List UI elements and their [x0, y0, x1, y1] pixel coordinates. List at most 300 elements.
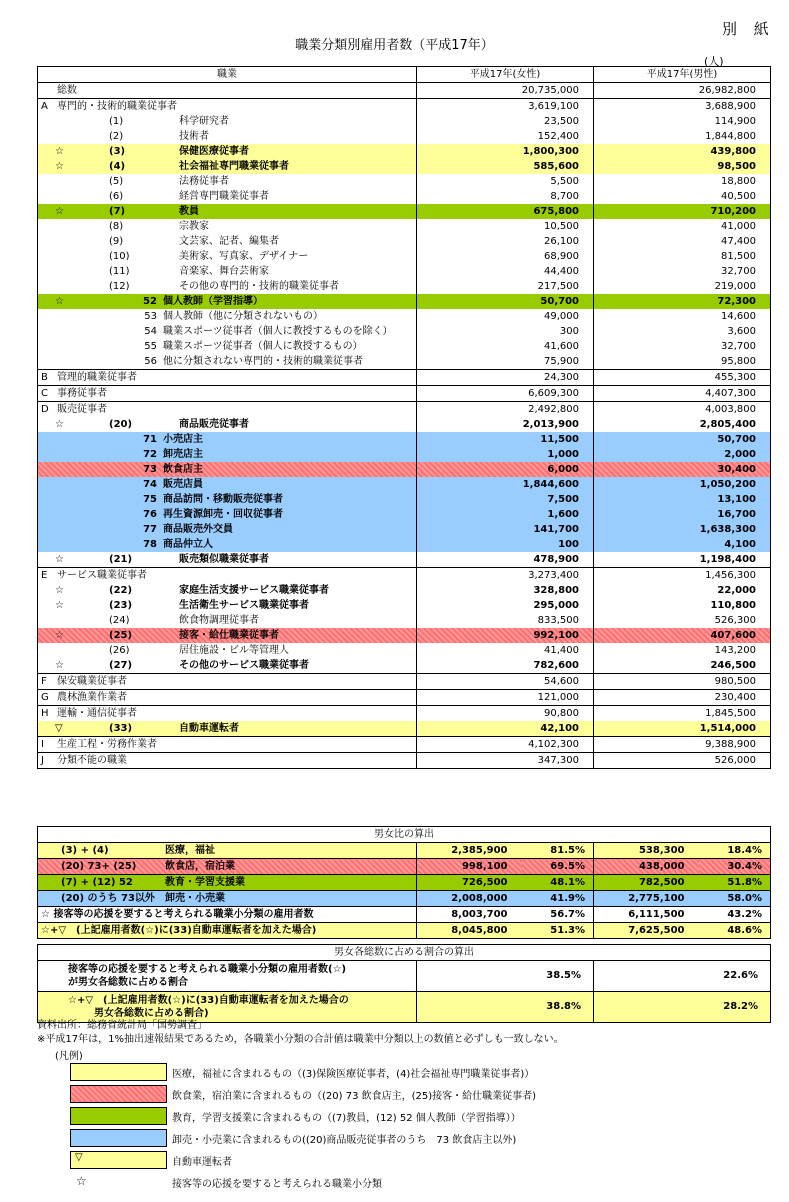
occupation-cell — [38, 658, 417, 674]
row-label: 職業スポーツ従事者（個人に教授するものを除く） — [163, 325, 393, 337]
occupation-cell — [38, 129, 417, 144]
female-value: 75,900 — [417, 354, 594, 370]
row-code: (21) — [109, 553, 133, 565]
row-label: サービス職業従事者 — [57, 569, 147, 581]
share-label-line2: 男女各総数に占める割合) — [94, 1008, 209, 1019]
occupation-cell — [38, 721, 417, 737]
male-value: 980,500 — [594, 674, 771, 690]
row-code: (9) — [109, 235, 124, 247]
female-value: 8,045,800 — [417, 923, 522, 939]
legend-swatch — [70, 1085, 167, 1103]
table-row — [38, 613, 771, 628]
table-row — [38, 628, 771, 643]
ratio-label-cell — [38, 859, 417, 875]
row-label: 生活衛生サービス職業従事者 — [179, 599, 309, 611]
female-value: 2,492,800 — [417, 402, 594, 418]
occupation-cell — [38, 354, 417, 370]
male-percent: 43.2% — [699, 907, 771, 923]
row-key: ☆ — [55, 160, 64, 172]
row-key: ☆ — [55, 599, 64, 611]
occupation-cell — [38, 402, 417, 418]
occupation-cell — [38, 432, 417, 447]
male-percent: 22.6% — [594, 961, 771, 992]
row-code: 55 — [144, 340, 157, 352]
row-code: 72 — [143, 448, 157, 460]
female-value: 1,800,300 — [417, 144, 594, 159]
row-code: (7) — [109, 205, 126, 217]
row-key: ☆ — [55, 659, 64, 671]
female-value: 2,008,000 — [417, 891, 522, 907]
table-row — [38, 417, 771, 432]
occupation-cell — [38, 737, 417, 753]
header-female: 平成17年(女性) — [417, 67, 594, 83]
row-label: 小売店主 — [163, 433, 203, 445]
male-value: 230,400 — [594, 690, 771, 706]
row-label: 音楽家、舞台芸術家 — [179, 265, 269, 277]
row-code: (12) — [109, 280, 130, 292]
occupation-cell — [38, 522, 417, 537]
female-value: 1,000 — [417, 447, 594, 462]
male-value: 114,900 — [594, 114, 771, 129]
female-value: 44,400 — [417, 264, 594, 279]
row-key: C — [41, 387, 48, 399]
female-value: 782,600 — [417, 658, 594, 674]
table-row — [38, 843, 771, 859]
table-row — [38, 507, 771, 522]
table-row — [38, 992, 771, 1023]
legend-swatch — [70, 1129, 167, 1147]
row-label: その他のサービス職業従事者 — [179, 659, 309, 671]
row-key: ☆ — [55, 145, 64, 157]
male-value: 438,000 — [594, 859, 699, 875]
row-key: ☆ — [55, 553, 64, 565]
legend-swatch — [70, 1063, 167, 1081]
row-code: 75 — [143, 493, 157, 505]
notes — [37, 1019, 564, 1064]
legend-text: 医療，福祉に含まれるもの（(3)保険医療従事者，(4)社会福祉専門職業従事者)） — [172, 1069, 535, 1080]
male-value: 32,700 — [594, 264, 771, 279]
male-value: 4,100 — [594, 537, 771, 552]
row-label: 宗教家 — [179, 220, 209, 232]
occupation-cell — [38, 99, 417, 115]
occupation-cell — [38, 386, 417, 402]
female-value: 8,003,700 — [417, 907, 522, 923]
occupation-cell — [38, 674, 417, 690]
legend-swatch — [70, 1107, 167, 1125]
row-code: (22) — [109, 584, 133, 596]
female-value: 26,100 — [417, 234, 594, 249]
ratio-label-cell — [38, 843, 417, 859]
male-value: 40,500 — [594, 189, 771, 204]
table-row — [38, 339, 771, 354]
row-code: (33) — [109, 722, 133, 734]
row-label: 技術者 — [179, 130, 209, 142]
table-row — [38, 174, 771, 189]
row-label: 販売従事者 — [57, 403, 107, 415]
table-row — [38, 891, 771, 907]
female-value: 6,609,300 — [417, 386, 594, 402]
table-row — [38, 690, 771, 706]
row-code: (23) — [109, 599, 133, 611]
row-label: 商品販売従事者 — [179, 418, 249, 430]
table-row — [38, 522, 771, 537]
row-key: ☆ — [55, 584, 64, 596]
row-code: 73 — [143, 463, 157, 475]
row-code: (3) — [109, 145, 126, 157]
female-value: 478,900 — [417, 552, 594, 568]
occupation-cell — [38, 189, 417, 204]
share-label-line1: ☆+▽ (上記雇用者数(☆)に(33)自動車運転者を加えた場合の — [68, 995, 349, 1006]
occupation-cell — [38, 706, 417, 722]
occupation-cell — [38, 83, 417, 99]
female-value: 8,700 — [417, 189, 594, 204]
female-percent: 41.9% — [522, 891, 594, 907]
row-code: (24) — [109, 614, 130, 626]
occupation-cell — [38, 753, 417, 769]
legend-title: (凡例) — [55, 1051, 83, 1062]
male-value: 1,845,500 — [594, 706, 771, 722]
table-row — [38, 402, 771, 418]
row-key: ☆ — [55, 205, 64, 217]
female-value: 1,844,600 — [417, 477, 594, 492]
male-value: 4,407,300 — [594, 386, 771, 402]
ratio-label: 教育・学習支援業 — [165, 876, 245, 888]
row-label: 個人教師（他に分類されないもの） — [163, 310, 323, 322]
male-value: 3,688,900 — [594, 99, 771, 115]
row-label: 家庭生活支援サービス職業従事者 — [179, 584, 329, 596]
table-row — [38, 309, 771, 324]
row-label: 総数 — [57, 84, 77, 96]
row-label: 経営専門職業従事者 — [179, 190, 269, 202]
table-row — [38, 354, 771, 370]
male-value: 16,700 — [594, 507, 771, 522]
male-value: 47,400 — [594, 234, 771, 249]
row-code: 76 — [143, 508, 157, 520]
male-value: 526,300 — [594, 613, 771, 628]
row-code: (8) — [109, 220, 124, 232]
table-row — [38, 674, 771, 690]
source-note: 資料出所：総務省統計局「国勢調査」 — [37, 1020, 207, 1031]
occupation-cell — [38, 583, 417, 598]
row-code: 71 — [143, 433, 157, 445]
female-percent: 56.7% — [522, 907, 594, 923]
occupation-cell — [38, 417, 417, 432]
occupation-cell — [38, 568, 417, 584]
male-value: 439,800 — [594, 144, 771, 159]
female-percent: 51.3% — [522, 923, 594, 939]
female-value: 42,100 — [417, 721, 594, 737]
occupation-cell — [38, 144, 417, 159]
female-value: 10,500 — [417, 219, 594, 234]
row-code: (26) — [109, 644, 130, 656]
female-value: 90,800 — [417, 706, 594, 722]
occupation-cell — [38, 537, 417, 552]
row-label: 生産工程・労務作業者 — [57, 738, 157, 750]
male-value: 72,300 — [594, 294, 771, 309]
table-row — [38, 907, 771, 923]
legend-text: 飲食業，宿泊業に含まれるもの（(20) 73 飲食店主，(25)接客・給仕職業従事者) — [172, 1091, 537, 1102]
row-label: 個人教師（学習指導） — [163, 295, 263, 307]
share-label-cell — [38, 961, 417, 992]
male-value: 455,300 — [594, 370, 771, 386]
table-row — [38, 721, 771, 737]
occupation-cell — [38, 279, 417, 294]
row-key: J — [41, 754, 44, 766]
male-value: 41,000 — [594, 219, 771, 234]
row-code: 52 — [143, 295, 157, 307]
male-percent: 18.4% — [699, 843, 771, 859]
ratio-label: ☆ 接客等の応援を要すると考えられる職業小分類の雇用者数 — [41, 908, 314, 920]
row-label: 販売店員 — [163, 478, 203, 490]
ratio-table — [37, 826, 771, 939]
occupation-cell — [38, 628, 417, 643]
row-code: (5) — [109, 175, 124, 187]
row-code: (1) — [109, 115, 124, 127]
female-value: 2,385,900 — [417, 843, 522, 859]
table-row — [38, 83, 771, 99]
table-row — [38, 583, 771, 598]
occupation-cell — [38, 174, 417, 189]
female-value: 998,100 — [417, 859, 522, 875]
row-key: F — [41, 675, 47, 687]
header-male: 平成17年(男性) — [594, 67, 771, 83]
table-row — [38, 447, 771, 462]
table-row — [38, 961, 771, 992]
male-value: 1,638,300 — [594, 522, 771, 537]
ratio-title: 男女比の算出 — [38, 827, 771, 843]
ratio-label-cell — [38, 891, 417, 907]
male-value: 538,300 — [594, 843, 699, 859]
row-label: 文芸家、記者、編集者 — [179, 235, 279, 247]
ratio-label: 医療，福祉 — [165, 844, 215, 856]
table-row — [38, 477, 771, 492]
male-value: 2,805,400 — [594, 417, 771, 432]
female-value: 675,800 — [417, 204, 594, 219]
female-value: 11,500 — [417, 432, 594, 447]
female-value: 1,600 — [417, 507, 594, 522]
occupation-cell — [38, 264, 417, 279]
row-code: 74 — [143, 478, 157, 490]
male-value: 22,000 — [594, 583, 771, 598]
row-key: ☆ — [55, 629, 64, 641]
row-label: 法務従事者 — [179, 175, 229, 187]
male-value: 32,700 — [594, 339, 771, 354]
male-value: 1,050,200 — [594, 477, 771, 492]
row-code: 54 — [144, 325, 157, 337]
female-percent: 38.8% — [417, 992, 594, 1023]
male-percent: 58.0% — [699, 891, 771, 907]
female-value: 68,900 — [417, 249, 594, 264]
main-header-row — [38, 67, 771, 83]
occupation-cell — [38, 492, 417, 507]
occupation-cell — [38, 477, 417, 492]
male-value: 407,600 — [594, 628, 771, 643]
male-value: 98,500 — [594, 159, 771, 174]
female-value: 3,619,100 — [417, 99, 594, 115]
occupation-cell — [38, 462, 417, 477]
row-label: 運輸・通信従事者 — [57, 707, 137, 719]
table-row — [38, 114, 771, 129]
share-label-line2: が男女各総数に占める割合 — [68, 977, 188, 988]
table-row — [38, 386, 771, 402]
row-key: ▽ — [55, 722, 63, 734]
male-value: 1,198,400 — [594, 552, 771, 568]
row-label: 商品訪問・移動販売従事者 — [163, 493, 283, 505]
occupation-cell — [38, 613, 417, 628]
female-value: 295,000 — [417, 598, 594, 613]
male-value: 1,456,300 — [594, 568, 771, 584]
table-row — [38, 658, 771, 674]
female-value: 6,000 — [417, 462, 594, 477]
female-percent: 81.5% — [522, 843, 594, 859]
share-label-line1: 接客等の応援を要すると考えられる職業小分類の雇用者数(☆) — [68, 964, 347, 975]
ratio-label: ☆+▽ (上記雇用者数(☆)に(33)自動車運転者を加えた場合) — [41, 924, 317, 936]
row-key: A — [41, 100, 48, 112]
row-label: 職業スポーツ従事者（個人に教授するもの） — [163, 340, 363, 352]
male-percent: 30.4% — [699, 859, 771, 875]
occupation-cell — [38, 598, 417, 613]
row-code: (11) — [109, 265, 130, 277]
row-code: (20) — [109, 418, 133, 430]
male-value: 710,200 — [594, 204, 771, 219]
ratio-code: (7) + (12) 52 — [61, 876, 133, 888]
female-value: 141,700 — [417, 522, 594, 537]
occupation-cell — [38, 204, 417, 219]
table-row — [38, 875, 771, 891]
female-value: 4,102,300 — [417, 737, 594, 753]
male-value: 50,700 — [594, 432, 771, 447]
male-value: 26,982,800 — [594, 83, 771, 99]
row-code: 56 — [144, 355, 157, 367]
ratio-label: 卸売・小売業 — [165, 892, 225, 904]
legend-text: 卸売・小売業に含まれるもの((20)商品販売従事者のうち 73 飲食店主以外) — [172, 1135, 517, 1146]
occupation-cell — [38, 552, 417, 568]
male-value: 30,400 — [594, 462, 771, 477]
row-label: 卸売店主 — [163, 448, 203, 460]
row-code: (27) — [109, 659, 133, 671]
female-value: 23,500 — [417, 114, 594, 129]
female-value: 2,013,900 — [417, 417, 594, 432]
table-row — [38, 370, 771, 386]
row-code: 77 — [143, 523, 157, 535]
occupation-cell — [38, 324, 417, 339]
table-row — [38, 279, 771, 294]
male-percent: 48.6% — [699, 923, 771, 939]
female-value: 585,600 — [417, 159, 594, 174]
male-value: 782,500 — [594, 875, 699, 891]
male-value: 18,800 — [594, 174, 771, 189]
female-percent: 38.5% — [417, 961, 594, 992]
female-value: 217,500 — [417, 279, 594, 294]
star-icon: ☆ — [76, 1174, 87, 1188]
table-row — [38, 492, 771, 507]
occupation-cell — [38, 339, 417, 354]
occupation-cell — [38, 643, 417, 658]
table-row — [38, 294, 771, 309]
table-row — [38, 706, 771, 722]
occupation-cell — [38, 249, 417, 264]
ratio-label: 飲食店，宿泊業 — [165, 860, 235, 872]
occupation-cell — [38, 219, 417, 234]
female-value: 328,800 — [417, 583, 594, 598]
table-row — [38, 129, 771, 144]
occupation-cell — [38, 234, 417, 249]
female-value: 833,500 — [417, 613, 594, 628]
male-value: 95,800 — [594, 354, 771, 370]
main-table — [37, 66, 771, 769]
share-label-cell — [38, 992, 417, 1023]
occupation-cell — [38, 507, 417, 522]
row-label: 自動車運転者 — [179, 722, 239, 734]
row-key: I — [41, 738, 44, 750]
row-code: (4) — [109, 160, 126, 172]
female-value: 726,500 — [417, 875, 522, 891]
legend-text: 接客等の応援を要すると考えられる職業小分類 — [172, 1179, 382, 1190]
row-key: ☆ — [55, 295, 64, 307]
female-value: 41,400 — [417, 643, 594, 658]
female-value: 50,700 — [417, 294, 594, 309]
male-value: 14,600 — [594, 309, 771, 324]
row-label: 飲食店主 — [163, 463, 203, 475]
row-label: 美術家、写真家、デザイナー — [179, 250, 309, 262]
row-code: (25) — [109, 629, 133, 641]
row-key: D — [41, 403, 49, 415]
male-value: 2,000 — [594, 447, 771, 462]
male-value: 1,514,000 — [594, 721, 771, 737]
ratio-code: (3) + (4) — [61, 844, 109, 856]
table-row — [38, 643, 771, 658]
row-label: その他の専門的・技術的職業従事者 — [179, 280, 339, 292]
row-label: 飲食物調理従事者 — [179, 614, 259, 626]
male-value: 2,775,100 — [594, 891, 699, 907]
row-label: 事務従事者 — [57, 387, 107, 399]
table-row — [38, 598, 771, 613]
occupation-cell — [38, 370, 417, 386]
row-label: 他に分類されない専門的・技術的職業従事者 — [163, 355, 363, 367]
table-row — [38, 737, 771, 753]
female-value: 3,273,400 — [417, 568, 594, 584]
female-percent: 48.1% — [522, 875, 594, 891]
female-value: 992,100 — [417, 628, 594, 643]
legend-text: 自動車運転者 — [172, 1157, 232, 1168]
male-value: 3,600 — [594, 324, 771, 339]
table-row — [38, 249, 771, 264]
row-label: 販売類似職業従事者 — [179, 553, 269, 565]
male-value: 526,000 — [594, 753, 771, 769]
table-row — [38, 462, 771, 477]
table-row — [38, 753, 771, 769]
table-row — [38, 189, 771, 204]
table-row — [38, 264, 771, 279]
annex-label: 別 紙 — [722, 20, 775, 38]
legend-swatch-driver — [70, 1151, 167, 1169]
table-row — [38, 144, 771, 159]
row-key: ☆ — [55, 418, 64, 430]
row-label: 商品仲立人 — [163, 538, 213, 550]
row-key: H — [41, 707, 49, 719]
table-row — [38, 859, 771, 875]
female-value: 24,300 — [417, 370, 594, 386]
row-label: 教員 — [179, 205, 199, 217]
ratio-code: (20) のうち 73以外 — [61, 892, 155, 904]
female-value: 41,600 — [417, 339, 594, 354]
male-value: 9,388,900 — [594, 737, 771, 753]
legend-text: 教育，学習支援業に含まれるもの（(7)教員，(12) 52 個人教師（学習指導）） — [172, 1113, 521, 1124]
male-value: 246,500 — [594, 658, 771, 674]
share-title: 男女各総数に占める割合の算出 — [38, 945, 771, 961]
female-percent: 69.5% — [522, 859, 594, 875]
male-value: 7,625,500 — [594, 923, 699, 939]
